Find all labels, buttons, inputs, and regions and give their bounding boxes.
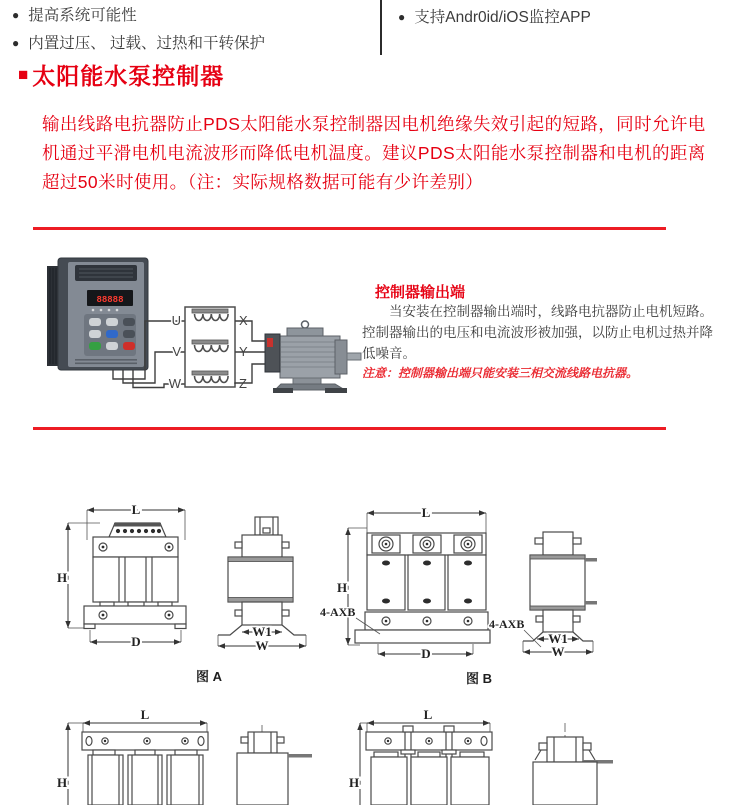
bullet-icon: ● <box>12 36 20 50</box>
section-heading <box>18 58 224 91</box>
feature-text: 内置过压、 过载、过热和干转保护 <box>28 35 266 52</box>
wiring-body-text: 当安装在控制器输出端时，线路电抗器防止电机短路。控制器输出的电压和电流波形被加强，以防止电机过热并降低噪音。 <box>362 304 713 361</box>
list-item <box>12 5 372 26</box>
dim-label-h: H <box>348 775 360 790</box>
fig-a-label: 图 A <box>196 669 223 684</box>
red-divider-line <box>33 227 666 230</box>
red-divider-line <box>33 427 666 430</box>
fig-a-side-view <box>218 517 306 653</box>
dim-label-l: L <box>140 707 150 722</box>
wiring-note: 注意：控制器输出端只能安装三相交流线路电抗器。 <box>362 366 639 380</box>
column-divider <box>380 0 382 55</box>
dim-label-w: W <box>551 644 565 659</box>
line-reactor-box <box>185 307 235 387</box>
axb-callout: 4-AXB <box>320 605 356 619</box>
bottom-right-side-view <box>533 723 613 805</box>
dim-label-h: H <box>336 580 348 595</box>
motor-image <box>265 321 361 393</box>
list-item <box>398 7 738 28</box>
dim-label-d: D <box>131 634 141 649</box>
dim-label-h: H <box>56 570 68 585</box>
fig-b-front-view <box>320 505 490 661</box>
feature-list-left <box>12 5 372 61</box>
terminal-label-v: V <box>172 344 181 359</box>
vfd-controller-image <box>47 258 148 370</box>
terminal-label-w: W <box>168 376 181 391</box>
fig-a-front-view <box>57 502 186 649</box>
feature-text: 支持Andr0id/iOS监控APP <box>414 9 591 26</box>
bottom-left-front-view <box>57 707 208 805</box>
bullet-icon: ● <box>12 8 20 22</box>
dim-label-w1: W1 <box>252 624 272 639</box>
dim-label-w1: W1 <box>548 631 568 646</box>
dim-label-l: L <box>423 707 433 722</box>
square-bullet-icon: ■ <box>18 65 30 84</box>
feature-text: 提高系统可能性 <box>28 7 137 24</box>
fig-b-side-view <box>489 532 597 659</box>
terminal-label-u: U <box>171 313 181 328</box>
vfd-display-digits: 88888 <box>96 295 124 305</box>
bottom-left-side-view <box>237 725 312 805</box>
dim-label-h: H <box>56 775 68 790</box>
bottom-right-front-view <box>349 707 492 805</box>
dim-label-d: D <box>421 646 431 661</box>
terminal-label-z: Z <box>239 376 247 391</box>
output-wires <box>235 321 266 384</box>
bullet-icon: ● <box>398 10 406 24</box>
axb-callout: 4-AXB <box>489 617 525 631</box>
dimension-drawings <box>0 440 750 805</box>
terminal-label-y: Y <box>239 344 248 359</box>
wiring-diagram <box>35 252 365 402</box>
dim-label-w: W <box>255 638 269 653</box>
wiring-heading: 控制器输出端 <box>375 284 466 301</box>
intro-paragraph: 输出线路电抗器防止PDS太阳能水泵控制器因电机绝缘失效引起的短路，同时允许电机通过平滑电机电流波形而降低电机温度。建议PDS太阳能水泵控制器和电机的距离超过50米时使用。（注：实际规格数据可能有少许差别） <box>42 114 706 192</box>
section-title: 太阳能水泵控制器 <box>32 63 225 89</box>
fig-b-label: 图 B <box>466 671 493 686</box>
feature-list-right <box>398 7 738 35</box>
list-item <box>12 33 372 54</box>
dim-label-l: L <box>131 502 141 517</box>
terminal-label-x: X <box>239 313 248 328</box>
dim-label-l: L <box>421 505 431 520</box>
